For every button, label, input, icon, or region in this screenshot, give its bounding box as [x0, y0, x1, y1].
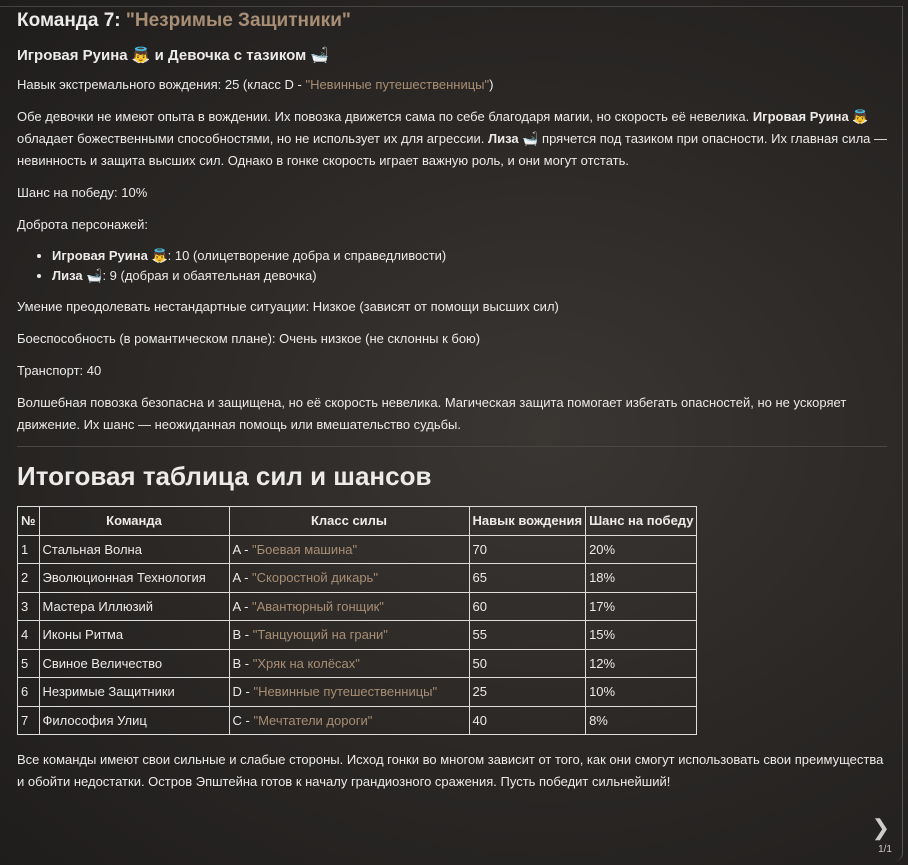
class-name: "Хряк на колёсах" [252, 655, 360, 671]
skill-line [17, 74, 887, 96]
character-kindness: : 10 (олицетворение добра и справедливости) [167, 248, 447, 263]
header-number: № [18, 507, 40, 536]
cell-class [229, 678, 469, 707]
table-row [18, 535, 697, 564]
character-name: Игровая Руина 👼 [52, 248, 168, 263]
class-letter: B - [232, 627, 253, 643]
header-skill: Навык вождения [469, 507, 586, 536]
table-row [18, 706, 697, 735]
class-letter: A - [232, 541, 253, 557]
cell-team: Иконы Ритма [39, 621, 229, 650]
class-name: "Боевая машина" [252, 541, 358, 557]
desc-part: обладает божественными способностями, но не использует их для агрессии. [17, 131, 488, 146]
cell-class [229, 649, 469, 678]
cell-chance: 12% [586, 649, 697, 678]
cell-skill: 50 [469, 649, 586, 678]
class-letter: B - [232, 655, 253, 671]
class-name: "Мечтатели дороги" [253, 712, 373, 728]
cell-number: 7 [18, 706, 40, 735]
class-name: "Невинные путешественницы" [253, 684, 438, 700]
table-header-row [18, 507, 697, 536]
transport-description: Волшебная повозка безопасна и защищена, но её скорость невелика. Магическая защита помогает избегать опасностей, но не ускоряет движение. Их шанс — неожиданная помощь или вмешательство судьбы. [17, 395, 847, 432]
header-team: Команда [39, 507, 229, 536]
skill-prefix: Навык экстремального вождения: 25 (класс D - [17, 77, 306, 92]
cell-class [229, 621, 469, 650]
cell-number: 1 [18, 535, 40, 564]
cell-chance: 17% [586, 592, 697, 621]
cell-class [229, 564, 469, 593]
cell-team: Мастера Иллюзий [39, 592, 229, 621]
list-item [52, 246, 887, 266]
team-title [17, 10, 887, 32]
cell-skill: 65 [469, 564, 586, 593]
header-class: Класс силы [229, 507, 469, 536]
class-name: "Танцующий на грани" [252, 627, 388, 643]
divider [17, 446, 887, 447]
cell-skill: 60 [469, 592, 586, 621]
class-letter: C - [232, 712, 254, 728]
team-title-name: "Незримые Защитники" [125, 10, 351, 31]
class-letter: D - [232, 684, 254, 700]
cell-class [229, 592, 469, 621]
table-row [18, 592, 697, 621]
skill-suffix: ) [489, 77, 494, 92]
unusual-situations: Умение преодолевать нестандартные ситуации: Низкое (зависят от помощи высших сил) [17, 299, 559, 314]
chevron-right-icon[interactable]: ❯ [871, 815, 890, 840]
skill-class: "Невинные путешественницы" [305, 77, 490, 92]
table-row [18, 678, 697, 707]
team-title-prefix: Команда 7: [17, 10, 126, 31]
class-letter: A - [232, 598, 253, 614]
cell-number: 5 [18, 649, 40, 678]
cell-skill: 70 [469, 535, 586, 564]
cell-class [229, 706, 469, 735]
cell-team: Свиное Величество [39, 649, 229, 678]
cell-skill: 25 [469, 678, 586, 707]
character-name: Лиза 🛁 [52, 268, 103, 283]
combat-ability: Боеспособность (в романтическом плане): Очень низкое (не склонны к бою) [17, 331, 481, 346]
list-item [52, 266, 887, 286]
character-kindness: : 9 (добрая и обаятельная девочка) [102, 268, 317, 283]
cell-chance: 10% [586, 678, 697, 707]
cell-team: Стальная Волна [39, 535, 229, 564]
cell-number: 6 [18, 678, 40, 707]
conclusion: Все команды имеют свои сильные и слабые стороны. Исход гонки во многом зависит от того, как они смогут использовать свои преимущества и обойти недостатки. Остров Эпштейна готов к началу грандиозного сражения. Пусть победит сильнейший! [17, 752, 884, 789]
desc-bold: Игровая Руина 👼 [752, 109, 869, 124]
cell-number: 2 [18, 564, 40, 593]
desc-part: прячется под тазиком при опасности. Их главная сила — невинность и защита высших сил. Однако в гонке скорость играет важную роль, и они могут отстать. [17, 131, 888, 168]
cell-team: Незримые Защитники [39, 678, 229, 707]
class-letter: A - [232, 570, 253, 586]
cell-skill: 55 [469, 621, 586, 650]
desc-part: Обе девочки не имеют опыта в вождении. Их повозка движется сама по себе благодаря магии, но скорость её невелика. [17, 109, 753, 124]
cell-chance: 18% [586, 564, 697, 593]
cell-chance: 8% [586, 706, 697, 735]
cell-skill: 40 [469, 706, 586, 735]
transport: Транспорт: 40 [17, 363, 102, 378]
header-chance: Шанс на победу [586, 507, 697, 536]
cell-team: Эволюционная Технология [39, 564, 229, 593]
team-description [17, 106, 887, 172]
kindness-label: Доброта персонажей: [17, 217, 149, 232]
table-row [18, 649, 697, 678]
cell-number: 3 [18, 592, 40, 621]
cell-chance: 20% [586, 535, 697, 564]
message-content [17, 10, 887, 803]
team-subtitle: Игровая Руина 👼 и Девочка с тазиком 🛁 [17, 47, 330, 64]
cell-class [229, 535, 469, 564]
class-name: "Скоростной дикарь" [252, 570, 378, 586]
cell-team: Философия Улиц [39, 706, 229, 735]
cell-number: 4 [18, 621, 40, 650]
cell-chance: 15% [586, 621, 697, 650]
summary-heading: Итоговая таблица сил и шансов [17, 461, 432, 491]
desc-bold: Лиза 🛁 [487, 131, 539, 146]
class-name: "Авантюрный гонщик" [252, 598, 384, 614]
summary-table [17, 506, 697, 735]
table-row [18, 621, 697, 650]
win-chance: Шанс на победу: 10% [17, 185, 148, 200]
table-row [18, 564, 697, 593]
kindness-list [17, 246, 887, 286]
page-indicator: 1/1 [878, 844, 892, 855]
